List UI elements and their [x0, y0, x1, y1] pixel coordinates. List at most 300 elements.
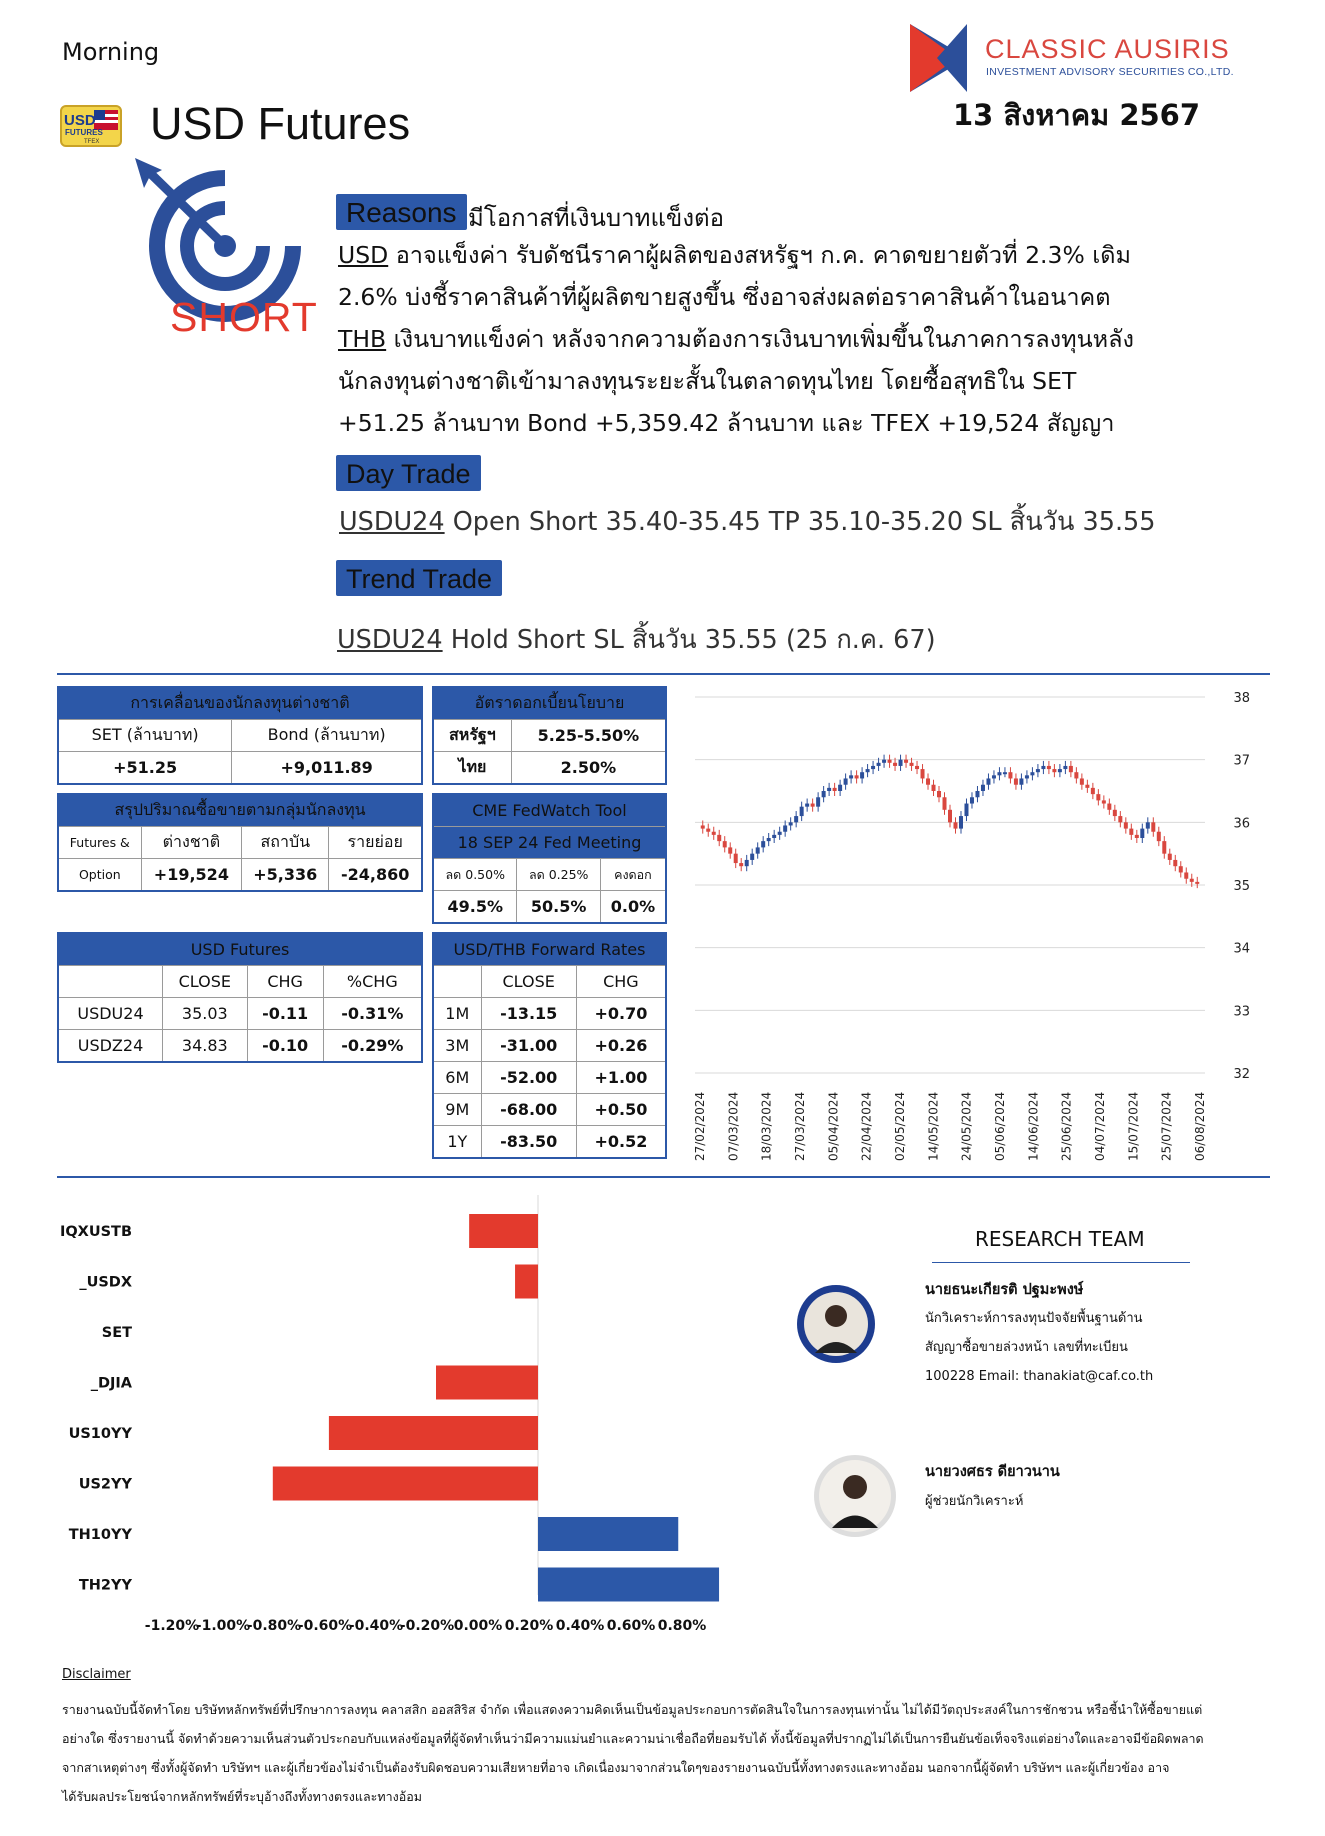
forward-chg: +0.26	[576, 1030, 666, 1062]
candle	[943, 792, 947, 815]
candle	[794, 811, 798, 827]
x-tick-label: -0.80%	[246, 1618, 302, 1634]
bar	[273, 1467, 538, 1501]
usd-futures-name: USDZ24	[58, 1030, 162, 1063]
analyst-1-license: สัญญาซื้อขายล่วงหน้า เลขที่ทะเบียน	[925, 1340, 1128, 1355]
candle-body	[975, 791, 979, 797]
candle	[1184, 867, 1188, 883]
candle-body	[816, 797, 820, 806]
forward-tenor: 6M	[433, 1062, 481, 1094]
bar-category-label: US10YY	[68, 1426, 132, 1442]
x-tick-label: 25/06/2024	[1059, 1091, 1074, 1161]
candle-body	[1124, 822, 1128, 828]
candle-body	[800, 807, 804, 816]
candle	[728, 842, 732, 858]
candle-body	[1118, 816, 1122, 822]
disclaimer-line-1: รายงานฉบับนี้จัดทำโดย บริษัทหลักทรัพย์ที่ปรึกษาการลงทุน คลาสสิก ออสสิริส จำกัด เพื่อแสดงความคิดเห็นเป็นข้อมูลประกอบการตัดสินใจในการลงทุนเท่านั้น ไม่ได้มีวัตถุประสงค์ในการชักชวน หรือชี้นำให้ซื้อขายแต่	[62, 1702, 1203, 1717]
candle-body	[948, 810, 952, 823]
usd-futures-table	[57, 932, 423, 1063]
x-tick-label: 07/03/2024	[726, 1091, 741, 1161]
day-trade-line	[339, 502, 1156, 542]
x-tick-label: 25/07/2024	[1159, 1091, 1174, 1161]
page-title: USD Futures	[150, 98, 411, 149]
candle	[805, 799, 809, 812]
y-tick-label: 37	[1233, 753, 1250, 769]
candle	[822, 786, 826, 802]
investor-row-label-1: Futures &	[58, 827, 141, 859]
candle	[1102, 795, 1106, 808]
policy-rate-r1-label: สหรัฐฯ	[433, 720, 511, 752]
forward-tenor: 1M	[433, 998, 481, 1030]
badge-usd-text: USD	[64, 112, 96, 129]
candle-body	[706, 829, 710, 832]
candle	[1107, 799, 1111, 815]
candle-body	[1069, 766, 1073, 772]
candle	[855, 770, 859, 783]
candle-body	[761, 841, 765, 847]
usd-futures-h0	[58, 966, 162, 998]
candle	[975, 786, 979, 802]
candle-body	[1135, 835, 1139, 838]
table-row	[58, 998, 422, 1030]
candle	[1195, 877, 1199, 888]
candle-body	[1091, 788, 1095, 794]
candle	[871, 761, 875, 774]
divider-top	[57, 673, 1270, 675]
candle	[827, 783, 831, 796]
candle	[849, 770, 853, 783]
policy-rate-table	[432, 686, 667, 785]
candle-body	[789, 822, 793, 825]
forward-tenor: 1Y	[433, 1126, 481, 1159]
analyst-1-avatar	[795, 1283, 877, 1365]
forward-tenor: 3M	[433, 1030, 481, 1062]
x-tick-label: 27/03/2024	[793, 1091, 807, 1161]
table-row	[433, 1062, 666, 1094]
candle	[1168, 849, 1172, 865]
foreign-flow-v2: +9,011.89	[232, 752, 422, 785]
candle	[800, 802, 804, 821]
candle-body	[1003, 772, 1007, 774]
analyst-1-contact: 100228 Email: thanakiat@caf.co.th	[925, 1369, 1154, 1384]
reasons-paragraph	[338, 234, 1208, 444]
forward-h2: CHG	[576, 966, 666, 998]
x-tick-label: 14/06/2024	[1026, 1091, 1041, 1161]
candle	[833, 783, 837, 796]
badge-tfex-text: TFEX	[84, 139, 100, 145]
fedwatch-table	[432, 793, 667, 924]
policy-rate-r2-label: ไทย	[433, 752, 511, 785]
thb-label: THB	[338, 325, 387, 353]
day-trade-symbol: USDU24	[339, 507, 445, 537]
y-tick-label: 35	[1233, 879, 1250, 894]
reasons-tag: Reasons	[336, 194, 467, 230]
candle-body	[833, 788, 837, 791]
candle-body	[1074, 772, 1078, 778]
candle-body	[811, 804, 815, 807]
candle	[1135, 830, 1139, 843]
candle	[1096, 789, 1100, 805]
candle	[1019, 773, 1023, 789]
bar	[436, 1366, 538, 1400]
candle	[959, 811, 963, 834]
candle-body	[723, 841, 727, 847]
x-tick-label: -0.40%	[348, 1618, 404, 1634]
candle	[953, 817, 957, 833]
usd-futures-candlestick-chart	[690, 685, 1270, 1175]
candle	[745, 855, 749, 871]
candle-body	[981, 785, 985, 791]
candle	[1157, 827, 1161, 846]
forward-title: USD/THB Forward Rates	[433, 933, 666, 966]
usd-futures-badge	[60, 105, 122, 147]
candle	[888, 755, 892, 768]
investor-row-label-2: Option	[58, 859, 141, 892]
candle	[1118, 811, 1122, 827]
forward-chg: +0.50	[576, 1094, 666, 1126]
candle-body	[1107, 804, 1111, 810]
usd-futures-h2: CHG	[247, 966, 323, 998]
candle	[932, 780, 936, 796]
candle	[921, 764, 925, 783]
investor-summary-table	[57, 793, 423, 892]
candle-body	[783, 825, 787, 831]
candle	[717, 830, 721, 846]
trend-trade-line	[337, 620, 936, 660]
x-tick-label: 05/06/2024	[993, 1091, 1007, 1161]
candle	[1113, 805, 1117, 821]
x-tick-label: -0.60%	[297, 1618, 353, 1634]
candle	[756, 842, 760, 858]
forward-close: -31.00	[481, 1030, 576, 1062]
usd-futures-close: 34.83	[162, 1030, 247, 1063]
candle-body	[893, 763, 897, 766]
bar	[469, 1214, 538, 1248]
candle	[1179, 861, 1183, 877]
candle-body	[1157, 832, 1161, 841]
candle-body	[1162, 841, 1166, 854]
candle	[723, 836, 727, 852]
analyst-2-avatar	[812, 1453, 898, 1539]
divider-bottom	[57, 1176, 1270, 1178]
candle	[915, 761, 919, 774]
candle-body	[1173, 860, 1177, 866]
candle-body	[1052, 769, 1056, 772]
forward-chg: +1.00	[576, 1062, 666, 1094]
research-team-underline	[932, 1262, 1190, 1263]
analyst-1-name: นายธนะเกียรติ ปฐมะพงษ์	[925, 1282, 1084, 1298]
x-tick-label: 24/05/2024	[959, 1091, 974, 1161]
candle-body	[937, 791, 941, 797]
candle	[899, 755, 903, 771]
candle	[1124, 817, 1128, 833]
candle	[783, 820, 787, 836]
candle-body	[1058, 769, 1062, 772]
bar-category-label: TH2YY	[78, 1577, 132, 1594]
x-tick-label: 05/04/2024	[826, 1091, 841, 1161]
fedwatch-h1: ลด 0.50%	[433, 859, 517, 891]
candle-body	[904, 760, 908, 763]
usd-futures-h3: %CHG	[323, 966, 422, 998]
candle	[986, 773, 990, 789]
usd-line-1: อาจแข็งค่า รับดัชนีราคาผู้ผลิตของสหรัฐฯ ก.ค. คาดขยายตัวที่ 2.3% เดิม	[388, 241, 1132, 269]
candle-body	[739, 863, 743, 866]
candle	[1025, 770, 1029, 783]
fedwatch-h2: ลด 0.25%	[517, 859, 600, 891]
candle-body	[943, 797, 947, 810]
disclaimer-line-2: อย่างใด ซึ่งรายงานนี้ จัดทำด้วยความเห็นส่วนตัวประกอบกับแหล่งข้อมูลที่ผู้จัดทำเห็นว่ามีความแม่นยำและความน่าเชื่อถือที่ยอมรับได้ ทั้งนี้ข้อมูลที่ปรากฏไม่ได้เป็นการยืนยันข้อเท็จจริงแต่อย่างใดและอาจมีข้อผิดพลาด	[62, 1731, 1204, 1746]
investor-v2: +5,336	[242, 859, 329, 892]
x-tick-label: 06/08/2024	[1193, 1091, 1207, 1161]
forward-h1: CLOSE	[481, 966, 576, 998]
analyst-1-role: นักวิเคราะห์การลงทุนปัจจัยพื้นฐานด้าน	[925, 1311, 1143, 1326]
candle-body	[734, 854, 738, 863]
thb-line-2: นักลงทุนต่างชาติเข้ามาลงทุนระยะสั้นในตลาดทุนไทย โดยซื้อสุทธิใน SET	[338, 367, 1077, 395]
table-row	[433, 998, 666, 1030]
candle-body	[1102, 800, 1106, 803]
day-trade-text: Open Short 35.40-35.45 TP 35.10-35.20 SL สิ้นวัน 35.55	[444, 507, 1156, 537]
candle-body	[1036, 769, 1040, 772]
candle	[981, 780, 985, 796]
candle	[734, 849, 738, 868]
candle	[1041, 761, 1045, 774]
candle-body	[1184, 872, 1188, 878]
candle	[882, 755, 886, 768]
analyst-2-name: นายวงศธร ดียาวนาน	[925, 1464, 1060, 1480]
candle-body	[712, 832, 716, 835]
candle	[750, 849, 754, 865]
policy-rate-title: อัตราดอกเบี้ยนโยบาย	[433, 687, 666, 720]
investor-h3: รายย่อย	[329, 827, 422, 859]
fedwatch-v3: 0.0%	[600, 891, 666, 924]
investor-v1: +19,524	[141, 859, 242, 892]
disclaimer-title: Disclaimer	[62, 1667, 131, 1682]
candle-body	[701, 825, 705, 828]
y-tick-label: 36	[1233, 816, 1250, 832]
candle	[1162, 836, 1166, 859]
candle	[997, 767, 1001, 780]
candle	[1069, 761, 1073, 777]
candle-body	[959, 816, 963, 829]
table-row	[58, 1030, 422, 1063]
fedwatch-v2: 50.5%	[517, 891, 600, 924]
thb-line-1: เงินบาทแข็งค่า หลังจากความต้องการเงินบาทเพิ่มขึ้นในภาคการลงทุนหลัง	[386, 325, 1135, 353]
candle	[706, 824, 710, 837]
forward-close: -13.15	[481, 998, 576, 1030]
bar-category-label: _USDX	[79, 1274, 132, 1291]
fedwatch-h3: คงดอก	[600, 859, 666, 891]
candle	[1030, 767, 1034, 780]
candle-body	[1063, 766, 1067, 769]
trend-trade-text: Hold Short SL สิ้นวัน 35.55 (25 ก.ค. 67)	[442, 625, 936, 655]
policy-rate-r2-value: 2.50%	[511, 752, 666, 785]
bar	[538, 1568, 719, 1602]
x-tick-label: 14/05/2024	[926, 1091, 941, 1161]
disclaimer-line-3: จากสาเหตุต่างๆ ซึ่งทั้งผู้จัดทำ บริษัทฯ และผู้เกี่ยวข้องไม่จำเป็นต้องรับผิดชอบความเสียหายที่อาจ เกิดเนื่องมาจากส่วนใดๆของรายงานฉบับนี้ทั้งทางตรงและทางอ้อม นอกจากนี้ผู้จัดทำ บริษัทฯ และผู้เกี่ยวข้อง อาจ	[62, 1760, 1170, 1775]
bar	[538, 1517, 678, 1551]
x-tick-label: 27/02/2024	[693, 1091, 707, 1161]
trend-trade-tag: Trend Trade	[336, 560, 502, 596]
candle	[1063, 761, 1067, 774]
candle-body	[921, 769, 925, 778]
table-row	[433, 1094, 666, 1126]
usd-futures-close: 35.03	[162, 998, 247, 1030]
candle-body	[1113, 810, 1117, 816]
fedwatch-subtitle: 18 SEP 24 Fed Meeting	[433, 827, 666, 859]
candle	[926, 773, 930, 789]
report-date: 13 สิงหาคม 2567	[953, 98, 1201, 132]
candle	[1008, 767, 1012, 783]
candle-body	[1030, 772, 1034, 775]
candle-body	[888, 760, 892, 763]
candle-body	[717, 835, 721, 841]
candle	[1058, 764, 1062, 777]
bar-category-label: SET	[101, 1325, 132, 1341]
candle-body	[1085, 785, 1089, 788]
candle-body	[822, 791, 826, 797]
investor-summary-title: สรุปปริมาณซื้อขายตามกลุ่มนักลงทุน	[58, 794, 422, 827]
badge-futures-text: FUTURES	[65, 128, 103, 137]
candle	[761, 836, 765, 852]
candle	[1085, 780, 1089, 793]
candle	[1014, 773, 1018, 789]
candle-body	[844, 778, 848, 784]
usd-futures-chg: -0.10	[247, 1030, 323, 1063]
candle	[789, 817, 793, 830]
candle-body	[877, 763, 881, 766]
candle-body	[805, 804, 809, 807]
candle	[844, 773, 848, 789]
y-tick-label: 38	[1233, 691, 1250, 706]
foreign-flow-table	[57, 686, 423, 785]
candle	[1047, 761, 1051, 774]
candle	[1080, 773, 1084, 789]
forward-rates-table	[432, 932, 667, 1159]
bar	[515, 1265, 538, 1299]
candle	[1091, 783, 1095, 799]
candle-body	[1025, 775, 1029, 778]
candle-body	[926, 778, 930, 784]
candle	[860, 767, 864, 783]
forward-chg: +0.52	[576, 1126, 666, 1159]
forward-close: -83.50	[481, 1126, 576, 1159]
candle	[712, 827, 716, 840]
candle	[1036, 764, 1040, 777]
candle-body	[1146, 822, 1150, 828]
disclaimer-text	[62, 1695, 1272, 1811]
forward-close: -68.00	[481, 1094, 576, 1126]
disclaimer-line-4: ได้รับผลประโยชน์จากหลักทรัพย์ที่ระบุอ้างถึงทั้งทางตรงและทางอ้อม	[62, 1789, 422, 1804]
candle	[767, 833, 771, 846]
candle-body	[932, 785, 936, 791]
candle-body	[970, 797, 974, 803]
candle-body	[1195, 882, 1199, 884]
table-row	[433, 1126, 666, 1159]
x-tick-label: 04/07/2024	[1093, 1091, 1107, 1161]
candle-body	[838, 785, 842, 791]
investor-h1: ต่างชาติ	[141, 827, 242, 859]
bar-category-label: IQXUSTB	[59, 1224, 132, 1240]
candle-body	[849, 775, 853, 778]
candle-body	[1168, 854, 1172, 860]
usd-futures-pct: -0.31%	[323, 998, 422, 1030]
usd-futures-name: USDU24	[58, 998, 162, 1030]
candle	[964, 799, 968, 822]
candle-body	[899, 760, 903, 766]
policy-rate-r1-value: 5.25-5.50%	[511, 720, 666, 752]
x-tick-label: -0.20%	[399, 1618, 455, 1634]
x-tick-label: 22/04/2024	[859, 1091, 874, 1161]
analyst-2-role: ผู้ช่วยนักวิเคราะห์	[925, 1494, 1024, 1509]
candle-body	[778, 832, 782, 835]
candle-body	[992, 775, 996, 778]
foreign-flow-title: การเคลื่อนของนักลงทุนต่างชาติ	[58, 687, 422, 720]
table-row	[433, 1030, 666, 1062]
x-tick-label: -1.20%	[144, 1618, 200, 1634]
logo-subtitle: INVESTMENT ADVISORY SECURITIES CO.,LTD.	[986, 66, 1234, 78]
x-tick-label: 0.40%	[555, 1618, 605, 1634]
candle	[1003, 767, 1007, 777]
logo-name: CLASSIC AUSIRIS	[985, 34, 1230, 64]
investor-h2: สถาบัน	[242, 827, 329, 859]
usd-futures-pct: -0.29%	[323, 1030, 422, 1063]
candle-body	[1008, 772, 1012, 778]
investor-v3: -24,860	[329, 859, 422, 892]
day-trade-tag: Day Trade	[336, 455, 481, 491]
candle	[970, 792, 974, 808]
candle	[778, 827, 782, 840]
bar-category-label: TH10YY	[68, 1527, 132, 1543]
candle	[739, 858, 743, 871]
usd-futures-title: USD Futures	[58, 933, 422, 966]
forward-close: -52.00	[481, 1062, 576, 1094]
candle	[816, 792, 820, 811]
candle	[948, 805, 952, 828]
usd-futures-h1: CLOSE	[162, 966, 247, 998]
candle-body	[1140, 829, 1144, 838]
x-tick-label: 0.80%	[657, 1618, 707, 1634]
y-tick-label: 32	[1233, 1067, 1250, 1082]
fedwatch-v1: 49.5%	[433, 891, 517, 924]
candle	[772, 830, 776, 843]
candle	[937, 786, 941, 802]
candle-body	[767, 838, 771, 841]
forward-tenor: 9M	[433, 1094, 481, 1126]
x-tick-label: 02/05/2024	[893, 1091, 907, 1161]
candle	[838, 780, 842, 796]
candle-body	[728, 847, 732, 853]
usd-futures-chg: -0.11	[247, 998, 323, 1030]
candle	[1146, 817, 1150, 833]
x-tick-label: -1.00%	[195, 1618, 251, 1634]
trend-trade-symbol: USDU24	[337, 625, 443, 655]
candle-body	[1014, 778, 1018, 784]
usd-line-2: 2.6% บ่งชี้ราคาสินค้าที่ผู้ผลิตขายสูงขึ้น ซึ่งอาจส่งผลต่อราคาสินค้าในอนาคต	[338, 283, 1111, 311]
candle-body	[910, 763, 914, 766]
y-tick-label: 34	[1233, 941, 1250, 957]
candle-body	[953, 822, 957, 828]
usd-label: USD	[338, 241, 389, 269]
analyst-1-info	[925, 1304, 1153, 1391]
forward-chg: +0.70	[576, 998, 666, 1030]
candle-body	[997, 772, 1001, 775]
foreign-flow-h1: SET (ล้านบาท)	[58, 720, 232, 752]
candle-body	[794, 816, 798, 822]
candle	[992, 770, 996, 783]
candle-body	[756, 847, 760, 853]
foreign-flow-h2: Bond (ล้านบาท)	[232, 720, 422, 752]
forward-h0	[433, 966, 481, 998]
